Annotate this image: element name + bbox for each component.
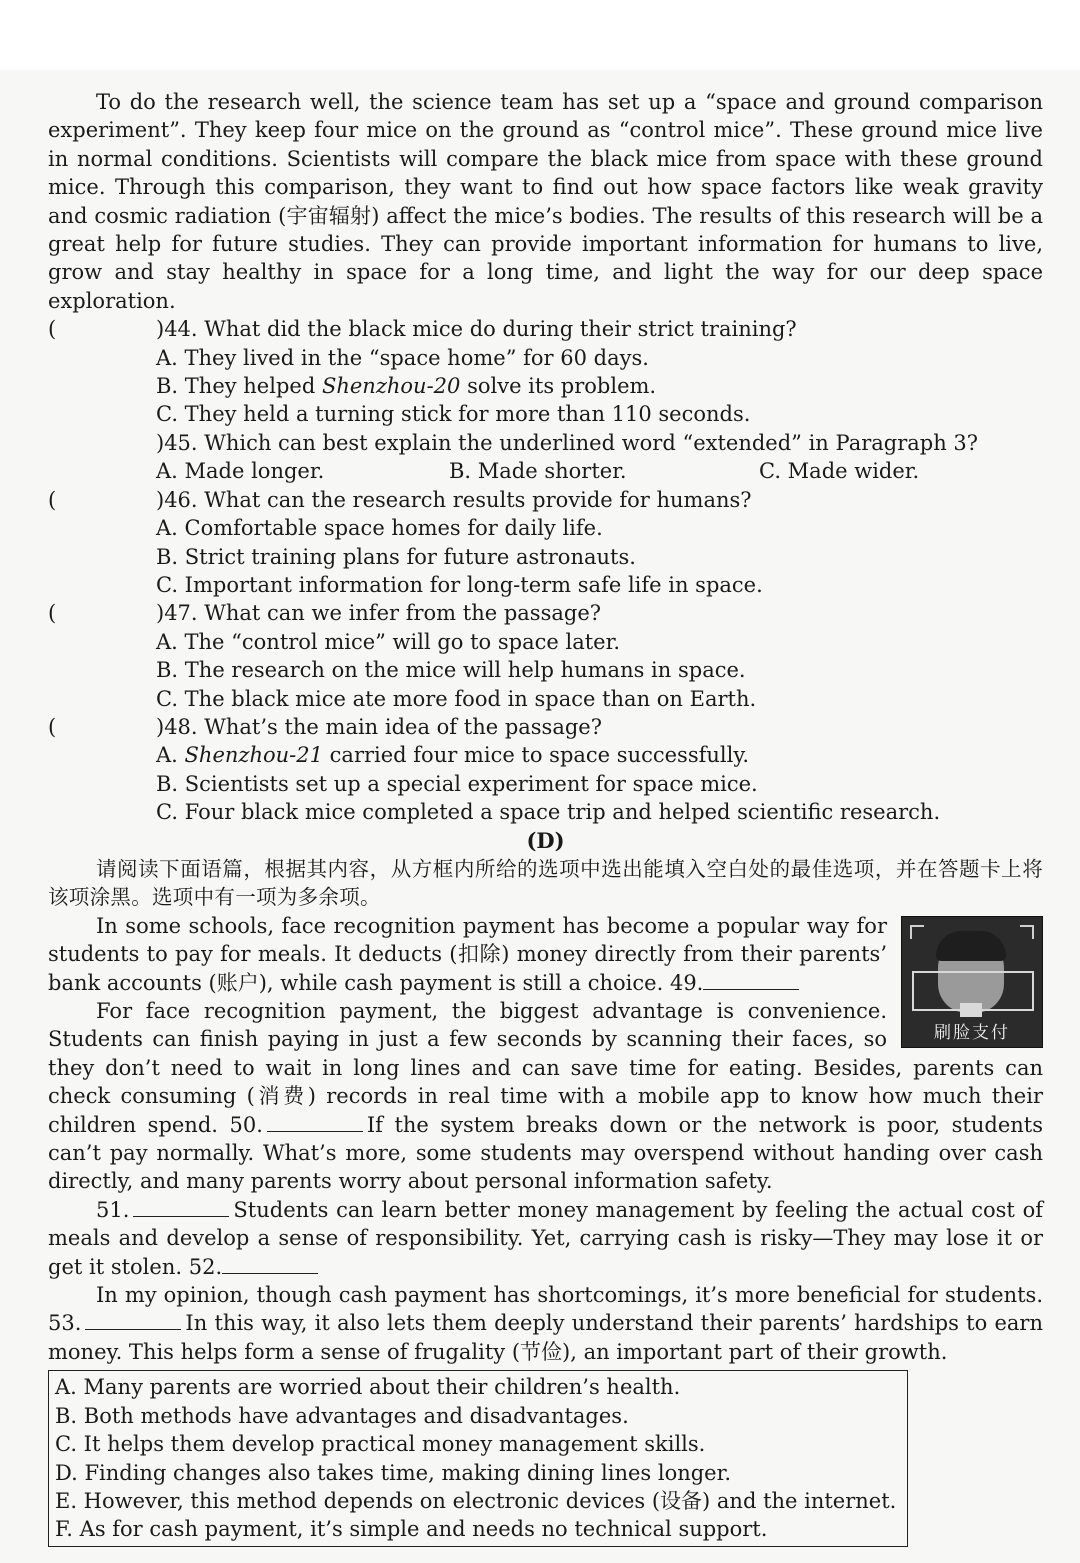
answer-paren[interactable] [48,429,156,457]
choice-e: E. However, this method depends on electronic devices (设备) and the internet. [55,1488,897,1513]
question-stem: )46. What can the research results provide for humans? [156,487,752,512]
scan-corner-icon [910,925,924,939]
blank-50-number: 50. [229,1112,263,1137]
blank-52-number: 52. [188,1254,223,1279]
choice-b: B. Both methods have advantages and disadvantages. [55,1403,629,1428]
option-a: A. Made longer. [156,459,325,484]
scan-corner-icon [1020,925,1034,939]
option-b: B. Scientists set up a special experiment for space mice. [156,771,758,796]
section-d-paragraph-3: 51. Students can learn better money management by feeling the actual cost of meals and develop a sense of responsibility. Yet, carrying cash is risky—They may lose it or get it stolen. 52. [48,1197,1043,1279]
blank-53[interactable] [85,1309,181,1330]
answer-paren[interactable]: ( [48,317,57,342]
passage-c-paragraph: To do the research well, the science team has set up a “space and ground comparison experiment”. They keep four mice on the ground as “control mice”. These ground mice live in normal conditions. Scientists will compare the black mice from space with these ground mice. Through this comparison, they want to find out how space factors like weak gravity and cosmic radiation (宇宙辐射) affect the mice’s bodies. The results of this research will be a great help for future studies. They can provide important information for humans to live, grow and stay healthy in space for a long time, and light the way for our deep space exploration. [48,90,1043,313]
option-a: A. The “control mice” will go to space later. [156,629,620,654]
option-c: C. The black mice ate more food in space than on Earth. [156,686,757,711]
choice-d: D. Finding changes also takes time, making dining lines longer. [55,1460,732,1485]
answer-paren[interactable]: ( [48,714,57,739]
blank-49-number: 49. [669,970,704,995]
question-47 [48,599,1043,627]
section-d-paragraph-2: For face recognition payment, the biggest advantage is convenience. Students can finish paying in just a few seconds by scanning their faces, so they don’t need to wait in long lines and can save time for eating. Besides, parents can check consuming (消费) records in real time with a mobile app to know how much their children spend. 50. If the system breaks down or the network is poor, students can’t pay normally. What’s more, some students may overspend without handing over cash directly, and many parents worry about personal information safety. [48,999,1043,1194]
blank-53-number: 53. [48,1311,82,1336]
question-stem: )45. Which can best explain the underlined word “extended” in Paragraph 3? [156,430,979,455]
option-c: C. Important information for long-term safe life in space. [156,572,763,597]
blank-51-number: 51. [96,1197,130,1222]
face-payment-figure [901,916,1043,1048]
question-44 [48,315,1043,343]
question-stem: )44. What did the black mice do during their strict training? [156,317,797,342]
blank-50[interactable] [267,1111,363,1132]
question-stem: )47. What can we infer from the passage? [156,601,601,626]
answer-paren[interactable]: ( [48,487,57,512]
section-d-title: (D) [526,827,565,853]
question-stem: )48. What’s the main idea of the passage? [156,714,602,739]
exam-page [48,88,1043,1547]
figure-caption: 刷脸支付 [934,1022,1010,1043]
option-b: B. The research on the mice will help humans in space. [156,658,746,683]
question-46 [48,486,1043,514]
collar-shape [960,1003,982,1017]
hair-shape [936,931,1006,961]
question-45 [48,429,1043,457]
top-band [0,0,1080,70]
choice-c: C. It helps them develop practical money management skills. [55,1432,706,1457]
option-c: C. Made wider. [759,459,920,484]
options-box [48,1370,908,1546]
option-b: B. Strict training plans for future astronauts. [156,544,636,569]
option-a: A. They lived in the “space home” for 60 days. [156,345,649,370]
blank-49[interactable] [703,969,799,990]
option-c: C. Four black mice completed a space trip and helped scientific research. [156,800,941,825]
answer-paren[interactable]: ( [48,601,57,626]
option-b: B. They helped Shenzhou-20 solve its problem. [156,374,657,399]
section-d-paragraph-4: In my opinion, though cash payment has shortcomings, it’s more beneficial for students. 53. In this way, it also lets them deeply understand their parents’ hardships to earn money. This helps form a sense of frugality (节俭), an important part of their growth. [48,1283,1043,1364]
blank-51[interactable] [133,1196,229,1217]
question-48 [48,713,1043,741]
option-c: C. They held a turning stick for more than 110 seconds. [156,402,751,427]
option-a: A. Shenzhou-21 carried four mice to space successfully. [156,743,750,768]
choice-a: A. Many parents are worried about their children’s health. [55,1375,681,1400]
choice-f: F. As for cash payment, it’s simple and needs no technical support. [55,1517,768,1542]
blank-52[interactable] [222,1253,318,1274]
option-a: A. Comfortable space homes for daily life. [156,516,603,541]
section-d-instruction: 请阅读下面语篇，根据其内容，从方框内所给的选项中选出能填入空白处的最佳选项，并在答题卡上将该项涂黑。选项中有一项为多余项。 [48,856,1043,910]
option-b: B. Made shorter. [449,459,627,484]
section-d-paragraph-1: In some schools, face recognition payment has become a popular way for students to pay for meals. It deducts (扣除) money directly from their parents’ bank accounts (账户), while cash payment is still a choice. 49. [48,913,887,995]
options-row [48,457,1043,485]
